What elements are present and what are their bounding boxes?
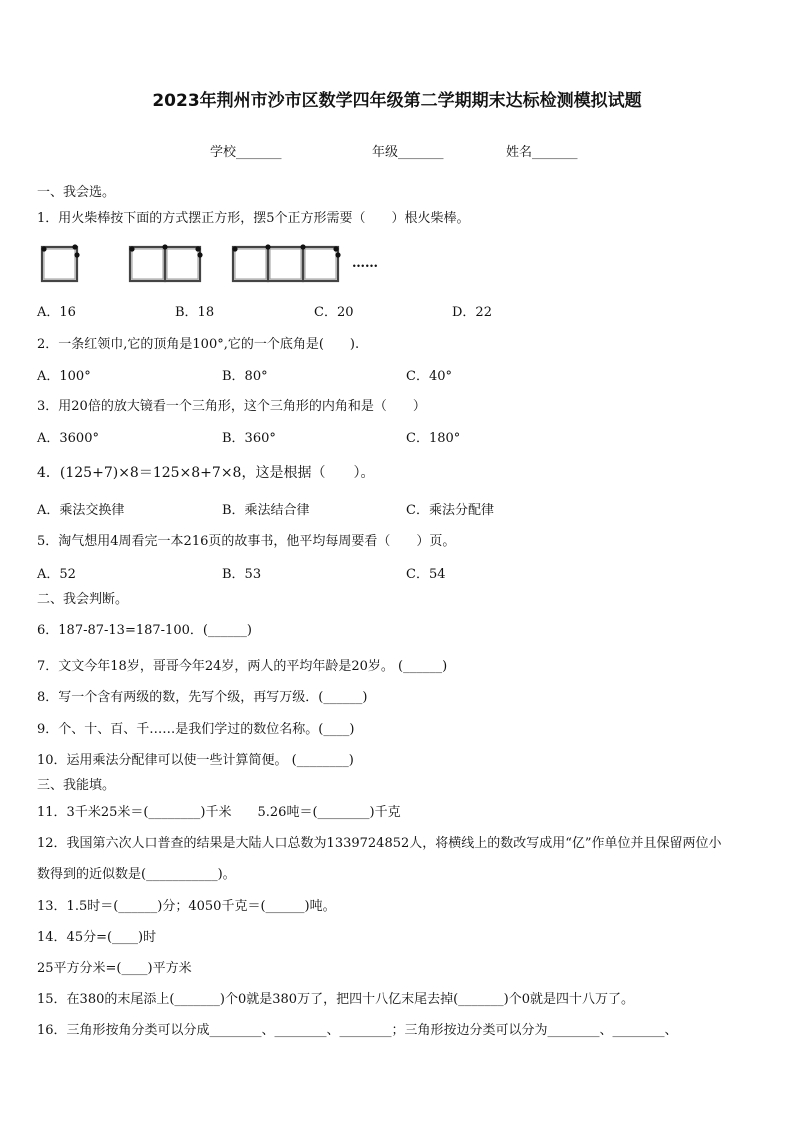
matchstick-squares-figure xyxy=(40,244,380,284)
question-10: 10．运用乘法分配律可以使一些计算简便。 (________) xyxy=(37,753,354,768)
q4-option-c[interactable]: C．乘法分配律 xyxy=(406,503,494,518)
q5-option-a[interactable]: A．52 xyxy=(37,567,76,582)
q2-option-b[interactable]: B．80° xyxy=(222,369,268,384)
question-1: 1．用火柴棒按下面的方式摆正方形，摆5个正方形需要（ ）根火柴棒。 xyxy=(37,211,470,226)
question-12-line-1: 12．我国第六次人口普查的结果是大陆人口总数为1339724852人，将横线上的数改写成用“亿”作单位并且保留两位小 xyxy=(37,836,722,851)
name-field[interactable]: 姓名_______ xyxy=(506,145,578,160)
matchstick-square xyxy=(303,247,338,281)
section-2-heading: 二、我会判断。 xyxy=(37,592,129,607)
section-3-heading: 三、我能填。 xyxy=(37,778,116,793)
q1-option-c[interactable]: C．20 xyxy=(314,305,354,320)
question-15: 15．在380的末尾添上(_______)个0就是380万了，把四十八亿末尾去掉(_______)个0就是四十八万了。 xyxy=(37,992,634,1007)
question-2: 2．一条红领巾,它的顶角是100°,它的一个底角是( ). xyxy=(37,337,360,352)
matchstick-square xyxy=(165,247,200,281)
question-14-line-2: 25平方分米=(____)平方米 xyxy=(37,961,192,976)
q3-option-b[interactable]: B．360° xyxy=(222,431,276,446)
question-14-line-1: 14．45分=(____)时 xyxy=(37,930,157,945)
q5-option-c[interactable]: C．54 xyxy=(406,567,446,582)
q5-option-b[interactable]: B．53 xyxy=(222,567,262,582)
question-12-line-2: 数得到的近似数是(___________)。 xyxy=(37,867,236,882)
matchstick-square xyxy=(130,247,165,281)
question-3: 3．用20倍的放大镜看一个三角形，这个三角形的内角和是（ ） xyxy=(37,399,426,414)
section-1-heading: 一、我会选。 xyxy=(37,185,116,200)
q3-option-c[interactable]: C．180° xyxy=(406,431,461,446)
q3-option-a[interactable]: A．3600° xyxy=(37,431,99,446)
q1-option-d[interactable]: D．22 xyxy=(452,305,492,320)
question-4: 4．(125+7)×8＝125×8+7×8，这是根据（ ）。 xyxy=(37,465,375,481)
matchstick-square xyxy=(233,247,268,281)
q4-option-a[interactable]: A．乘法交换律 xyxy=(37,503,125,518)
question-8: 8．写一个含有两级的数，先写个级，再写万级．(______) xyxy=(37,690,368,705)
question-7: 7．文文今年18岁，哥哥今年24岁，两人的平均年龄是20岁。 (______) xyxy=(37,659,448,674)
q1-option-a[interactable]: A．16 xyxy=(37,305,76,320)
question-13: 13．1.5时＝(______)分；4050千克＝(______)吨。 xyxy=(37,899,336,914)
school-field[interactable]: 学校_______ xyxy=(210,145,282,160)
q2-option-c[interactable]: C．40° xyxy=(406,369,452,384)
ellipsis-dots: …… xyxy=(352,256,378,271)
question-9: 9．个、十、百、千……是我们学过的数位名称。(____) xyxy=(37,722,355,737)
question-5: 5．淘气想用4周看完一本216页的故事书，他平均每周要看（ ）页。 xyxy=(37,534,456,549)
q2-option-a[interactable]: A．100° xyxy=(37,369,91,384)
q4-option-b[interactable]: B．乘法结合律 xyxy=(222,503,310,518)
q1-option-b[interactable]: B．18 xyxy=(175,305,215,320)
matchstick-square xyxy=(42,247,77,281)
question-11: 11．3千米25米＝(________)千米 5.26吨＝(________)千克 xyxy=(37,805,401,820)
question-6: 6．187-87-13=187-100．(______) xyxy=(37,623,253,638)
question-16: 16．三角形按角分类可以分成________、________、________；三角形按边分类可以分为________、________、 xyxy=(37,1023,678,1038)
page-title: 2023年荆州市沙市区数学四年级第二学期期末达标检测模拟试题 xyxy=(152,91,642,111)
grade-field[interactable]: 年级_______ xyxy=(372,145,444,160)
matchstick-square xyxy=(268,247,303,281)
